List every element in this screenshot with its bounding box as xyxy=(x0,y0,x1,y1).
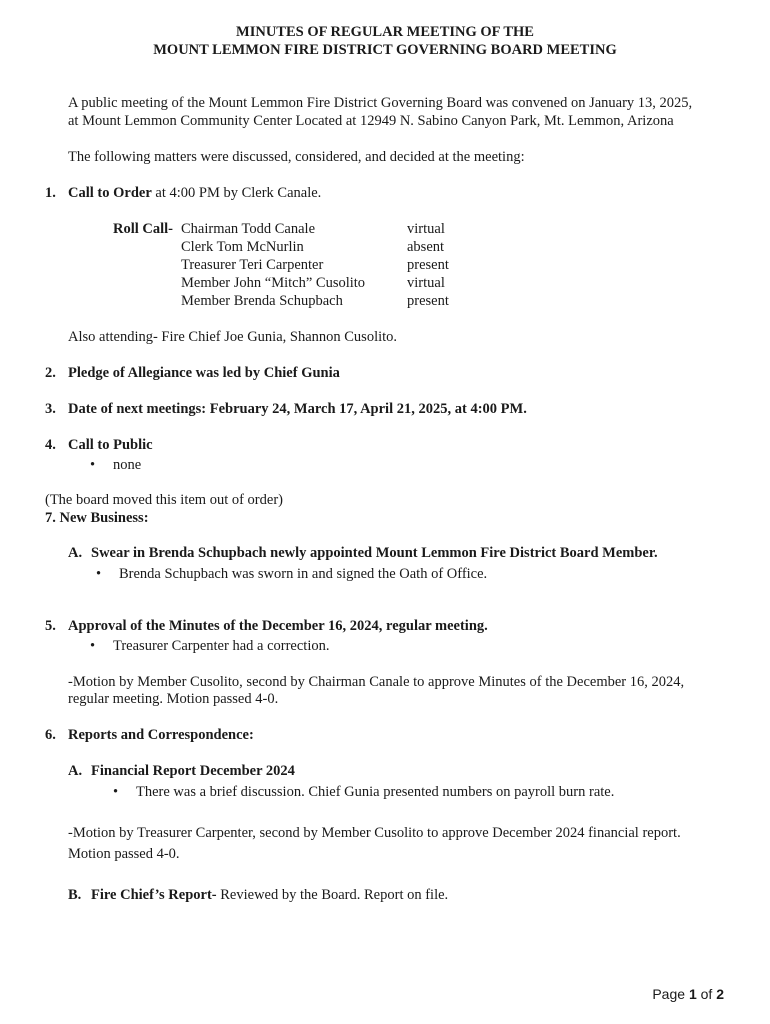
also-attending: Also attending- Fire Chief Joe Gunia, Shannon Cusolito. xyxy=(68,329,398,345)
item-6-sub-a-label: A. xyxy=(68,763,83,779)
item-2-number: 2. xyxy=(45,365,56,381)
intro-line-2: at Mount Lemmon Community Center Located at 12949 N. Sabino Canyon Park, Mt. Lemmon, Arizona xyxy=(68,113,674,129)
moved-out-of-order-note: (The board moved this item out of order) xyxy=(45,492,283,508)
page-current: 1 xyxy=(688,986,697,1002)
item-6-sub-b xyxy=(91,886,448,904)
roll-name: Clerk Tom McNurlin xyxy=(181,239,304,255)
item-6-motion-line-2: Motion passed 4-0. xyxy=(68,846,180,862)
roll-name: Member Brenda Schupbach xyxy=(181,293,343,309)
item-2-pledge: Pledge of Allegiance was led by Chief Gunia xyxy=(68,365,340,381)
item-3-number: 3. xyxy=(45,401,56,417)
roll-name: Member John “Mitch” Cusolito xyxy=(181,275,366,291)
item-1-number: 1. xyxy=(45,185,56,201)
item-6-sub-b-text: Reviewed by the Board. Report on file. xyxy=(216,887,449,903)
roll-status: virtual xyxy=(407,221,445,237)
page-word: Page xyxy=(652,986,689,1002)
item-5-motion-line-1: -Motion by Member Cusolito, second by Chairman Canale to approve Minutes of the December 16, 2024, xyxy=(68,674,685,690)
item-3-next-meetings: Date of next meetings: February 24, March 17, April 21, 2025, at 4:00 PM. xyxy=(68,401,527,417)
item-6-sub-a-text: Financial Report December 2024 xyxy=(91,763,295,779)
item-4-bullet: • none xyxy=(113,456,141,474)
intro-line-1: A public meeting of the Mount Lemmon Fire District Governing Board was convened on January 13, 2025, xyxy=(68,95,693,111)
roll-call-label: Roll Call- xyxy=(113,221,174,237)
item-4-call-to-public: Call to Public xyxy=(68,437,153,453)
item-5-approval: Approval of the Minutes of the December 16, 2024, regular meeting. xyxy=(68,618,488,634)
item-6-motion-line-1: -Motion by Treasurer Carpenter, second by Member Cusolito to approve December 2024 financial report. xyxy=(68,825,681,841)
page-number xyxy=(652,985,724,1003)
item-4-number: 4. xyxy=(45,437,56,453)
item-6-sub-b-bold: Fire Chief’s Report- xyxy=(91,887,217,903)
roll-name: Treasurer Teri Carpenter xyxy=(181,257,324,273)
roll-status: present xyxy=(407,293,449,309)
item-1-call-to-order xyxy=(68,184,321,202)
item-7-sub-a-bullet: • Brenda Schupbach was sworn in and signed the Oath of Office. xyxy=(119,565,487,583)
item-7-sub-a-text: Swear in Brenda Schupbach newly appointed Mount Lemmon Fire District Board Member. xyxy=(91,545,658,561)
item-5-bullet: • Treasurer Carpenter had a correction. xyxy=(113,637,329,655)
roll-status: absent xyxy=(407,239,445,255)
item-1-text: at 4:00 PM by Clerk Canale. xyxy=(151,185,322,201)
item-6-reports: Reports and Correspondence: xyxy=(68,727,254,743)
roll-name: Chairman Todd Canale xyxy=(181,221,316,237)
matters-statement: The following matters were discussed, considered, and decided at the meeting: xyxy=(68,149,525,165)
roll-status: present xyxy=(407,257,449,273)
item-7-heading: 7. New Business: xyxy=(45,510,149,526)
page-of: of xyxy=(696,986,717,1002)
item-6-sub-a-bullet: • There was a brief discussion. Chief Gunia presented numbers on payroll burn rate. xyxy=(136,783,614,801)
title-line-2: MOUNT LEMMON FIRE DISTRICT GOVERNING BOARD MEETING xyxy=(153,42,617,58)
item-5-motion-line-2: regular meeting. Motion passed 4-0. xyxy=(68,691,279,707)
item-5-number: 5. xyxy=(45,618,56,634)
item-6-number: 6. xyxy=(45,727,56,743)
title-line-1: MINUTES OF REGULAR MEETING OF THE xyxy=(236,24,534,40)
item-6-sub-b-label: B. xyxy=(68,887,82,903)
roll-status: virtual xyxy=(407,275,445,291)
page-total: 2 xyxy=(716,986,724,1002)
item-1-label: Call to Order xyxy=(68,185,152,201)
item-7-sub-a-label: A. xyxy=(68,545,83,561)
